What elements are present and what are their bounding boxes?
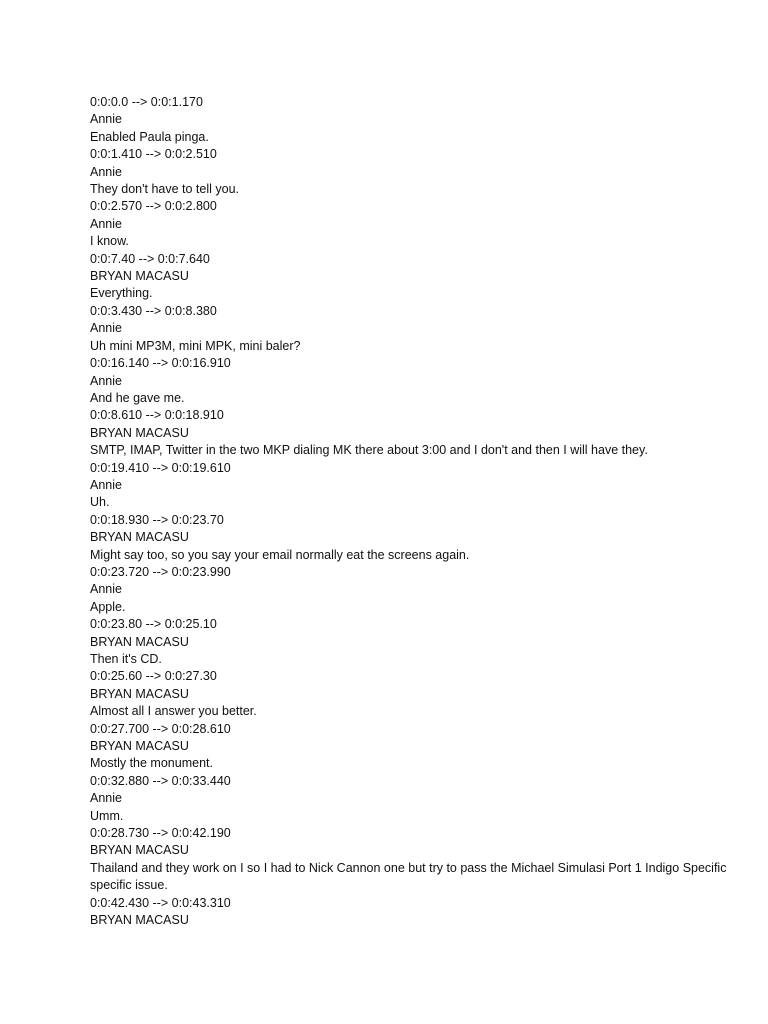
entry-timestamp: 0:0:23.720 --> 0:0:23.990 [90,564,231,579]
entry-timestamp: 0:0:23.80 --> 0:0:25.10 [90,617,217,632]
entry-text: SMTP, IMAP, Twitter in the two MKP dialing MK there about 3:00 and I don't and then I will have they. [90,443,648,458]
entry-timestamp: 0:0:25.60 --> 0:0:27.30 [90,669,217,684]
entry-timestamp: 0:0:28.730 --> 0:0:42.190 [90,826,231,841]
entry-speaker: BRYAN MACASU [90,269,189,284]
entry-timestamp: 0:0:42.430 --> 0:0:43.310 [90,895,231,910]
entry-text: Thailand and they work on I so I had to Nick Cannon one but try to pass the Michael Simulasi Port 1 Indigo Specific specific issue. [90,860,727,893]
entry-speaker: Annie [90,112,122,127]
entry-timestamp: 0:0:0.0 --> 0:0:1.170 [90,95,203,109]
entry-speaker: BRYAN MACASU [90,530,189,545]
entry-speaker: Annie [90,321,122,336]
entry-speaker: BRYAN MACASU [90,913,189,928]
entry-timestamp: 0:0:19.410 --> 0:0:19.610 [90,460,231,475]
entry-text: Mostly the monument. [90,756,213,771]
entry-speaker: BRYAN MACASU [90,634,189,649]
entry-speaker: BRYAN MACASU [90,843,189,858]
entry-timestamp: 0:0:16.140 --> 0:0:16.910 [90,356,231,371]
entry-text: They don't have to tell you. [90,182,240,197]
entry-speaker: BRYAN MACASU [90,686,189,701]
entry-timestamp: 0:0:18.930 --> 0:0:23.70 [90,512,224,527]
entry-text: Almost all I answer you better. [90,704,257,719]
entry-speaker: BRYAN MACASU [90,739,189,754]
entry-timestamp: 0:0:2.570 --> 0:0:2.800 [90,199,217,214]
entry-speaker: Annie [90,791,122,806]
entry-speaker: Annie [90,216,122,231]
entry-speaker: Annie [90,164,122,179]
transcript [90,94,730,930]
entry-timestamp: 0:0:7.40 --> 0:0:7.640 [90,251,210,266]
entry-timestamp: 0:0:32.880 --> 0:0:33.440 [90,773,231,788]
entry-speaker: Annie [90,373,122,388]
entry-timestamp: 0:0:8.610 --> 0:0:18.910 [90,408,224,423]
entry-speaker: Annie [90,477,122,492]
entry-text: Umm. [90,808,124,823]
entry-text: Uh. [90,495,110,510]
entry-timestamp: 0:0:27.700 --> 0:0:28.610 [90,721,231,736]
entry-text: Enabled Paula pinga. [90,129,209,144]
entry-speaker: Annie [90,582,122,597]
entry-text: Might say too, so you say your email normally eat the screens again. [90,547,470,562]
entry-text: Then it's CD. [90,652,162,666]
entry-timestamp: 0:0:3.430 --> 0:0:8.380 [90,303,217,318]
entry-text: And he gave me. [90,390,185,405]
entry-speaker: BRYAN MACASU [90,425,189,440]
entry-text: Uh mini MP3M, mini MPK, mini baler? [90,338,301,353]
entry-text: Everything. [90,286,153,301]
entry-timestamp: 0:0:1.410 --> 0:0:2.510 [90,147,217,162]
entry-text: Apple. [90,599,126,614]
entry-text: I know. [90,234,129,249]
